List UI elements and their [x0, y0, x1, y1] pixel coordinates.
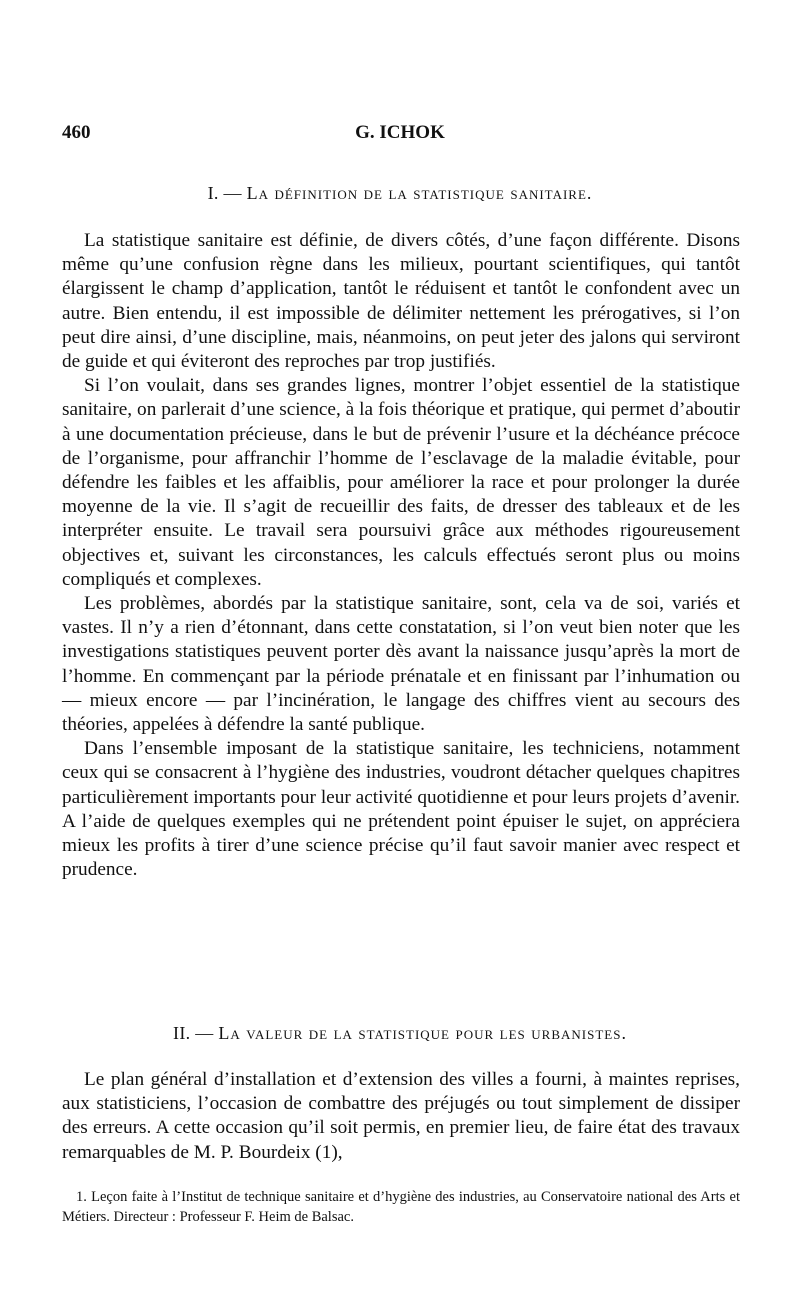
- running-head: [62, 122, 738, 146]
- section-2-title: La valeur de la statistique pour les urbanistes.: [218, 1023, 627, 1043]
- footnote-text: 1. Leçon faite à l’Institut de technique sanitaire et d’hygiène des industries, au Conservatoire national des Arts et Métiers. Directeur : Professeur F. Heim de Balsac.: [62, 1189, 740, 1225]
- section-1-numeral: I. —: [207, 183, 242, 203]
- section-1-body: [62, 229, 740, 882]
- footnote: [62, 1187, 740, 1227]
- section-2-numeral: II. —: [173, 1023, 214, 1043]
- paragraph: La statistique sanitaire est définie, de divers côtés, d’une façon différente. Disons même qu’une confusion règne dans les milieux, pourtant scientifiques, qui tantôt élargissent le champ d’application, tantôt le réduisent et tantôt le confondent avec un autre. Bien entendu, il est impossible de délimiter nettement les prérogatives, si l’on peut dire ainsi, d’une discipline, mais, néanmoins, on peut jeter des jalons qui serviront de guide et qui éviteront des reproches par trop justifiés.: [62, 230, 740, 373]
- paragraph: Si l’on voulait, dans ses grandes lignes, montrer l’objet essentiel de la statistique sanitaire, on parlerait d’une science, à la fois théorique et pratique, qui permet d’aboutir à une documentation précieuse, dans le but de prévenir l’usure et la déchéance précoce de l’organisme, pour affranchir l’homme de l’esclavage de la maladie évitable, pour défendre les faibles et les affaiblis, pour améliorer la race et pour prolonger la durée moyenne de la vie. Il s’agit de recueillir des faits, de dresser des tableaux et de les interpréter ensuite. Le travail sera poursuivi grâce aux méthodes rigoureusement objectives et, suivant les circonstances, les calculs effectués seront plus ou moins compliqués et complexes.: [62, 375, 740, 590]
- section-1-title: La définition de la statistique sanitaire.: [246, 183, 593, 203]
- running-head-author: G. ICHOK: [355, 122, 445, 143]
- paragraph: Dans l’ensemble imposant de la statistique sanitaire, les techniciens, notamment ceux qui se consacrent à l’hygiène des industries, voudront détacher quelques chapitres particulièrement importants pour leur activité quotidienne et pour leurs projets d’avenir. A l’aide de quelques exemples qui ne prétendent point épuiser le sujet, on appréciera mieux les profits à tirer d’une science précise qu’il faut savoir manier avec respect et prudence.: [62, 738, 740, 881]
- page-number: 460: [62, 122, 91, 143]
- paragraph: Les problèmes, abordés par la statistique sanitaire, sont, cela va de soi, variés et vastes. Il n’y a rien d’étonnant, dans cette constatation, si l’on veut bien noter que les investigations statistiques peuvent porter dès avant la naissance jusqu’après la mort de l’homme. En commençant par la période prénatale et en finissant par l’inhumation ou — mieux encore — par l’incinération, le langage des chiffres vient au secours des théories, appelées à défendre la santé publique.: [62, 593, 740, 736]
- section-1-heading: [62, 183, 738, 204]
- paragraph: Le plan général d’installation et d’extension des villes a fourni, à maintes reprises, aux statisticiens, l’occasion de combattre des préjugés ou tout simplement de dissiper des erreurs. A cette occasion qu’il soit permis, en premier lieu, de faire état des travaux remarquables de M. P. Bourdeix (1),: [62, 1069, 740, 1163]
- section-2-body: [62, 1068, 740, 1165]
- section-2-heading: [62, 1023, 738, 1044]
